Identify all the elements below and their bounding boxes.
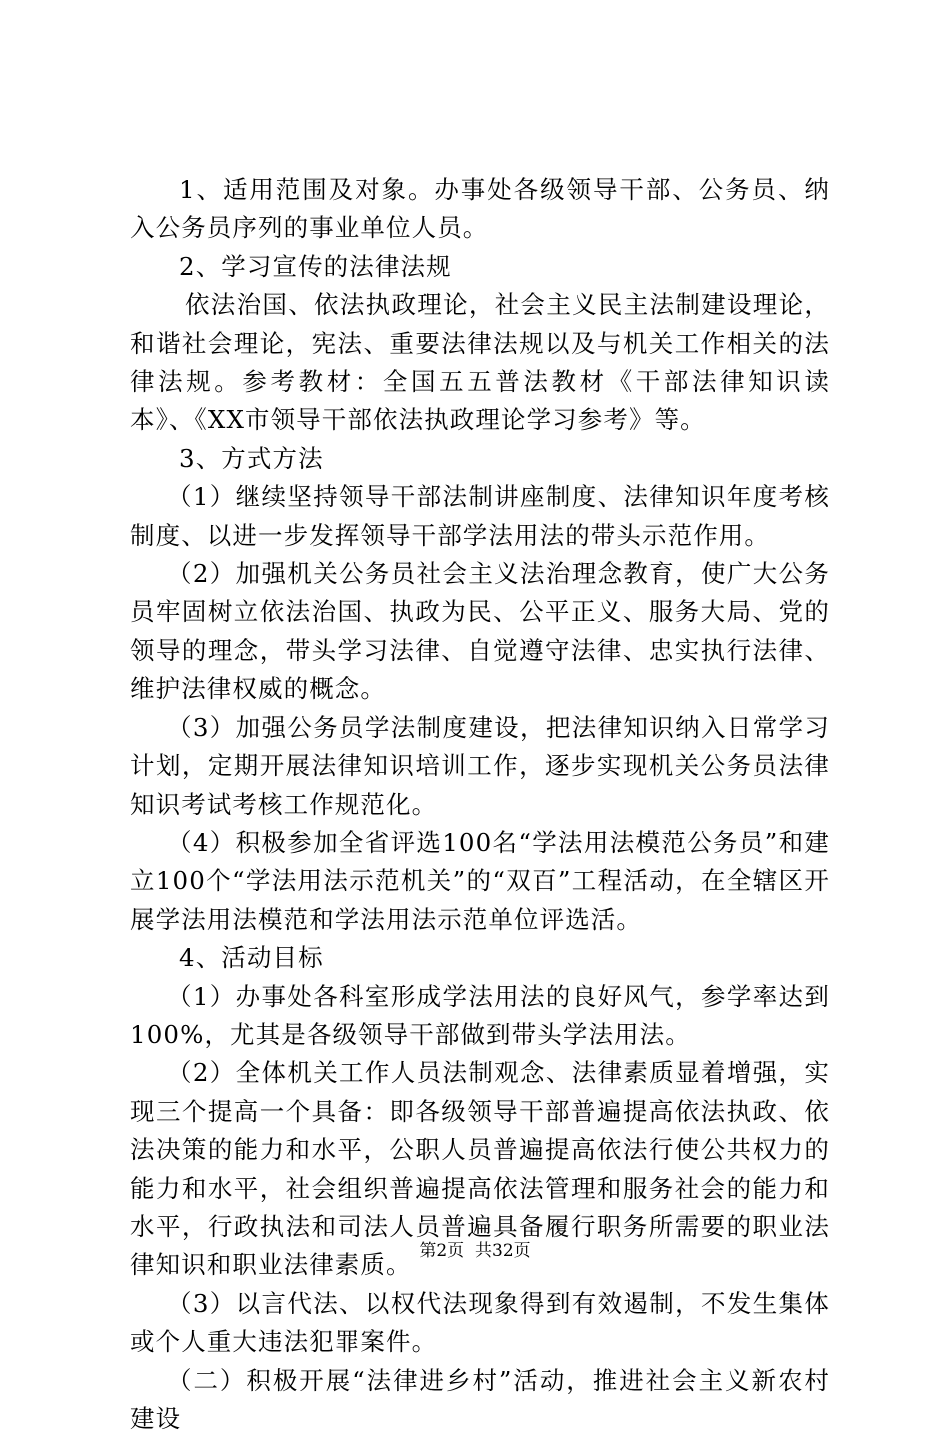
paragraph-goal-1: （1）办事处各科室形成学法用法的良好风气，参学率达到100%，尤其是各级领导干部做到带头学法用法。 (130, 981, 830, 1049)
paragraph-scope: 1、适用范围及对象。办事处各级领导干部、公务员、纳入公务员序列的事业单位人员。 (130, 175, 830, 243)
page-number: 第2页 (419, 1241, 465, 1261)
heading-methods: 3、方式方法 (179, 443, 324, 473)
page-total: 共32页 (475, 1241, 531, 1261)
paragraph-method-1: （1）继续坚持领导干部法制讲座制度、法律知识年度考核制度、以进一步发挥领导干部学法用法的带头示范作用。 (130, 482, 830, 550)
paragraph-laws: 依法治国、依法执政理论，社会主义民主法制建设理论，和谐社会理论，宪法、重要法律法规以及与机关工作相关的法律法规。参考教材：全国五五普法教材《干部法律知识读本》、《XX市领导干部依法执政理论学习参考》等。 (130, 290, 830, 435)
paragraph-method-4: （4）积极参加全省评选100名“学法用法模范公务员”和建立100个“学法用法示范机关”的“双百”工程活动，在全辖区开展学法用法模范和学法用法示范单位评选活。 (130, 827, 830, 934)
paragraph-goal-3: （3）以言代法、以权代法现象得到有效遏制，不发生集体或个人重大违法犯罪案件。 (130, 1288, 830, 1357)
paragraph-method-3: （3）加强公务员学法制度建设，把法律知识纳入日常学习计划，定期开展法律知识培训工作，逐步实现机关公务员法律知识考试考核工作规范化。 (130, 712, 830, 819)
paragraph-goal-2: （2）全体机关工作人员法制观念、法律素质显着增强，实现三个提高一个具备：即各级领导干部普遍提高依法执政、依法决策的能力和水平，公职人员普遍提高依法行使公共权力的能力和水平，社会组织普遍提高依法管理和服务社会的能力和水平，行政执法和司法人员普遍具备履行职务所需要的职业法律知识和职业法律素质。 (130, 1058, 830, 1280)
paragraph-section-2: （二）积极开展“法律进乡村”活动，推进社会主义新农村建设 (130, 1365, 830, 1433)
paragraph-method-2: （2）加强机关公务员社会主义法治理念教育，使广大公务员牢固树立依法治国、执政为民、公平正义、服务大局、党的领导的理念，带头学习法律、自觉遵守法律、忠实执行法律、维护法律权威的概念。 (130, 559, 830, 704)
footer-separator (464, 1241, 475, 1261)
page-footer (0, 1240, 950, 1262)
heading-goals: 4、活动目标 (179, 943, 324, 973)
heading-laws: 2、学习宣传的法律法规 (179, 251, 452, 281)
